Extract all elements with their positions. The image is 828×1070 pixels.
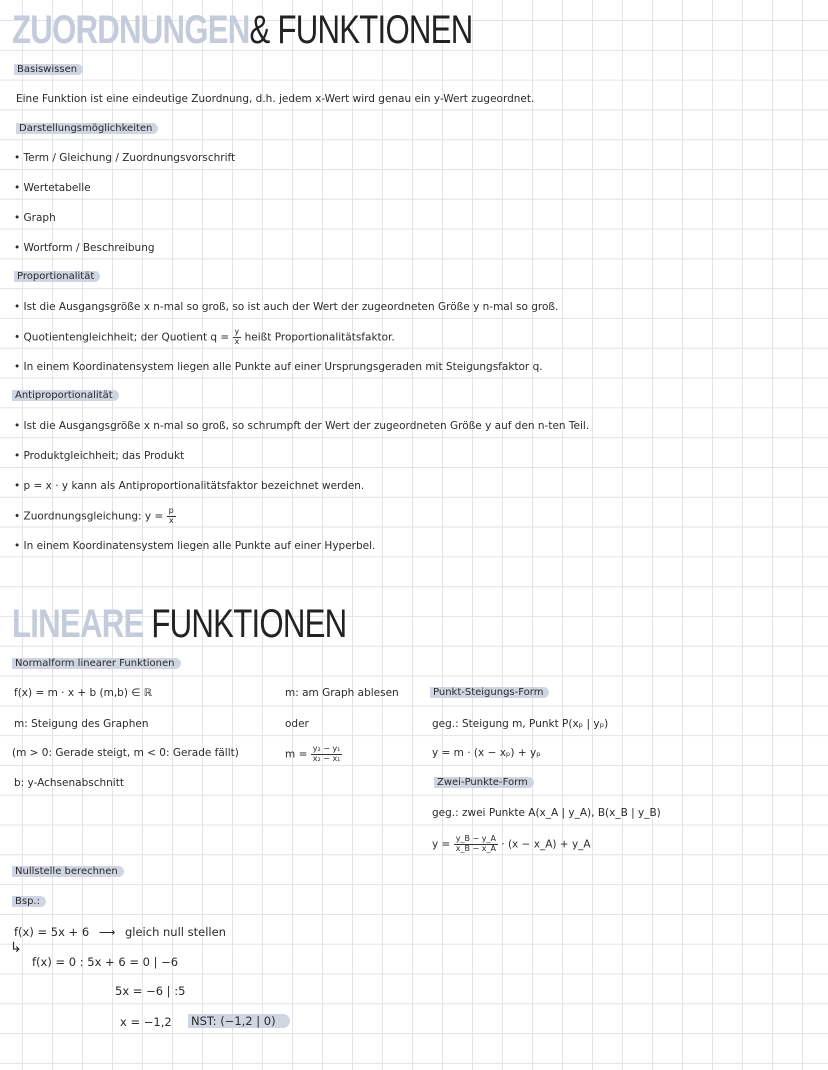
slope-read-graph: m: am Graph ablesen — [285, 687, 399, 699]
quotient-text: • Quotientengleichheit; der Quotient q = — [14, 331, 230, 344]
title-accent: ZUORDNUNGEN — [12, 8, 250, 52]
slope-sign-note: (m > 0: Gerade steigt, m < 0: Gerade fällt) — [12, 747, 239, 759]
slope-or: oder — [285, 718, 309, 730]
psf-given: geg.: Steigung m, Punkt P(xₚ | yₚ) — [432, 718, 609, 730]
fraction-numerator: y_B − y_A — [455, 834, 496, 843]
heading-antiproportionalitaet: Antiproportionalität — [12, 390, 119, 401]
list-item — [14, 328, 395, 347]
example-function — [14, 925, 226, 939]
slope-formula — [285, 745, 342, 764]
zpf-given: geg.: zwei Punkte A(x_A | y_A), B(x_B | y_B) — [432, 807, 661, 819]
normal-form-equation: f(x) = m · x + b (m,b) ∈ ℝ — [14, 687, 153, 699]
fraction-denominator: x — [234, 336, 240, 346]
list-item: • Wertetabelle — [14, 182, 91, 194]
slope-definition: m: Steigung des Graphen — [14, 718, 149, 730]
solve-step-3: x = −1,2 — [120, 1015, 172, 1029]
example-label: Bsp.: — [12, 896, 46, 907]
heading-punkt-steigungs-form: Punkt-Steigungs-Form — [430, 687, 549, 698]
fraction-denominator: x₂ − x₁ — [312, 753, 341, 763]
list-item: • Graph — [14, 212, 56, 224]
quotient-fraction — [233, 328, 242, 347]
solve-step-2: 5x = −6 | :5 — [115, 984, 186, 998]
corner-arrow-icon: ↳ — [10, 940, 22, 956]
psf-formula: y = m · (x − xₚ) + yₚ — [432, 747, 541, 759]
heading-normalform: Normalform linearer Funktionen — [12, 658, 181, 669]
title-rest: & FUNKTIONEN — [249, 8, 473, 52]
quotient-text-end: heißt Proportionalitätsfaktor. — [244, 331, 395, 344]
title-rest: FUNKTIONEN — [151, 602, 347, 646]
solve-step-1: f(x) = 0 : 5x + 6 = 0 | −6 — [32, 955, 179, 969]
definition-text: Eine Funktion ist eine eindeutige Zuordnung, d.h. jedem x-Wert wird genau ein y-Wert zugeordnet. — [16, 93, 535, 105]
function-term: f(x) = 5x + 6 — [14, 925, 90, 939]
heading-nullstelle: Nullstelle berechnen — [12, 866, 124, 877]
list-item: • Wortform / Beschreibung — [14, 242, 155, 254]
list-item: • Term / Gleichung / Zuordnungsvorschrift — [14, 152, 236, 164]
fraction-numerator: y — [234, 327, 240, 336]
zpf-rest: · (x − x_A) + y_A — [501, 838, 591, 851]
section-title — [12, 604, 346, 644]
instruction: gleich null stellen — [124, 925, 226, 939]
slope-label: m = — [285, 748, 308, 761]
list-item: • p = x · y kann als Antiproportionalitätsfaktor bezeichnet werden. — [14, 480, 365, 492]
intercept-definition: b: y-Achsenabschnitt — [14, 777, 124, 789]
list-item: • Ist die Ausgangsgröße x n-mal so groß, so ist auch der Wert der zugeordneten Größe y n-mal so groß. — [14, 301, 559, 313]
list-item: • Produktgleichheit; das Produkt — [14, 450, 185, 462]
hyperbola-fraction — [167, 507, 176, 526]
fraction-numerator: p — [168, 506, 174, 515]
list-item: • In einem Koordinatensystem liegen alle Punkte auf einer Hyperbel. — [14, 540, 376, 552]
fraction-denominator: x — [168, 515, 174, 525]
zpf-fraction — [454, 835, 498, 854]
list-item — [14, 507, 176, 526]
title-accent: LINEARE — [12, 602, 144, 646]
heading-basiswissen: Basiswissen — [14, 64, 83, 75]
zero-result: NST: (−1,2 | 0) — [188, 1014, 290, 1028]
heading-zwei-punkte-form: Zwei-Punkte-Form — [434, 777, 534, 788]
fraction-numerator: y₂ − y₁ — [312, 744, 341, 753]
heading-darstellung: Darstellungsmöglichkeiten — [16, 123, 158, 134]
page-title — [12, 10, 472, 50]
arrow-right-icon: ⟶ — [98, 925, 116, 939]
fraction-denominator: x_B − x_A — [455, 843, 496, 853]
zpf-label: y = — [432, 838, 451, 851]
list-item: • Ist die Ausgangsgröße x n-mal so groß, so schrumpft der Wert der zugeordneten Größe y auf den n-ten Teil. — [14, 420, 590, 432]
list-item: • In einem Koordinatensystem liegen alle Punkte auf einer Ursprungsgeraden mit Steigungsfaktor q. — [14, 361, 543, 373]
slope-fraction — [311, 745, 343, 764]
equation-text: • Zuordnungsgleichung: y = — [14, 510, 164, 523]
zpf-formula — [432, 835, 591, 854]
heading-proportionalitaet: Proportionalität — [14, 271, 100, 282]
